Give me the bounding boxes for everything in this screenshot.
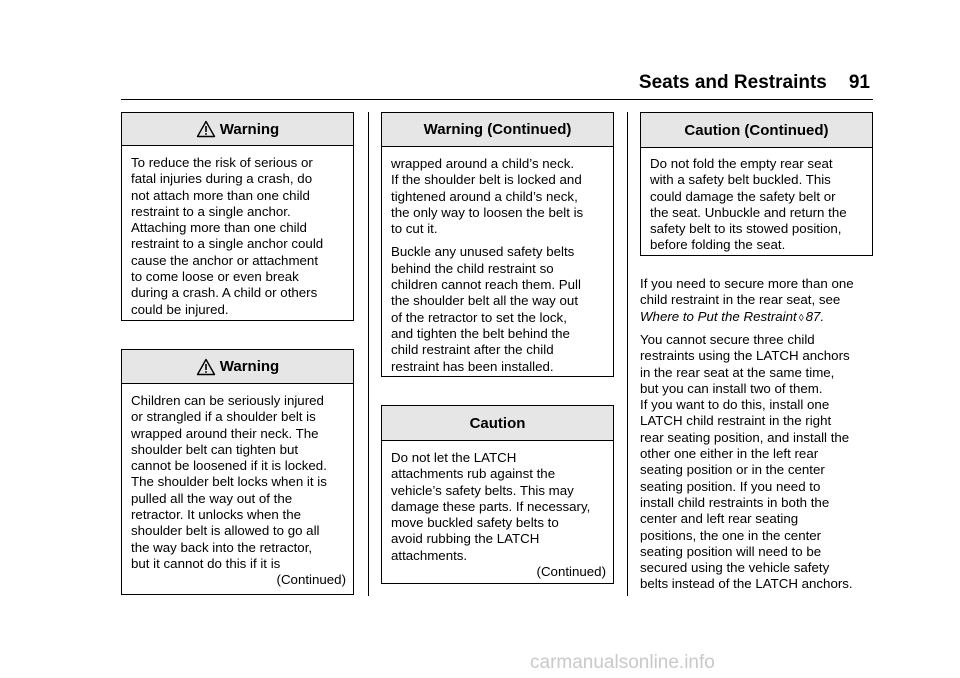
column-divider — [627, 112, 628, 596]
page-reference-number[interactable]: 87 — [805, 308, 821, 324]
page-number: 91 — [848, 72, 870, 93]
caution-box-text: Do not let the LATCH attachments rub against the vehicle’s safety belts. This may damage these parts. If necessary, move buckled safety belts to avoid rubbing the LATCH attachments. — [391, 450, 591, 563]
section-title: Seats and Restraints — [638, 72, 827, 93]
warning-box-title: Warning — [219, 358, 280, 375]
body-paragraph: You cannot secure three child restraints using the LATCH anchors in the rear seat at the same time, but you can install two of them. If you want to do this, install one LATCH child restraint in the right rear seating position, and install the other one either in the left rear seating position or in the center seating position. If you need to install child restraints in both the center and left rear seating positions, the one in the center seating position will need to be secured using the vehicle safety belts instead of the LATCH anchors. — [640, 332, 853, 592]
caution-box — [381, 405, 614, 584]
warning-box-header — [122, 350, 353, 384]
warning-box-text: Children can be seriously injured or strangled if a shoulder belt is wrapped around their neck. The shoulder belt can tighten but cannot be loosened if it is locked. The shoulder belt locks when it is pulled all the way out of the retractor. It unlocks when the shoulder belt is allowed to go all the way back into the retractor, but it cannot do this if it is — [131, 393, 327, 571]
warning-box-header — [382, 113, 613, 147]
warning-box-title: Warning (Continued) — [423, 121, 572, 138]
warning-continued-box — [381, 112, 614, 377]
page-header — [639, 72, 870, 94]
watermark: carmanualsonline.info — [530, 652, 715, 673]
caution-box-title: Caution (Continued) — [684, 121, 829, 139]
warning-box — [121, 112, 354, 321]
warning-box-text: To reduce the risk of serious or fatal injuries during a crash, do not attach more than one child restraint to a single anchor. Attaching more than one child restraint to a single anchor could cause the anchor or attachment to come loose or even break during a crash. A child or others could be injured. — [131, 155, 324, 317]
warning-box-header — [122, 113, 353, 146]
header-divider — [121, 99, 873, 100]
cross-reference-link[interactable]: Where to Put the Restraint — [640, 308, 797, 324]
warning-box-text: Buckle any unused safety belts behind the child restraint so children cannot reach them. Pull the shoulder belt all the way out of the retractor to set the lock, and tighten the belt behind the child restraint after the child restraint has been installed. — [391, 244, 581, 374]
column-divider — [368, 112, 369, 596]
warning-box-text: wrapped around a child’s neck. If the shoulder belt is locked and tightened around a child’s neck, the only way to loosen the belt is to cut it. — [391, 156, 584, 237]
caution-box-title: Caution — [469, 414, 526, 432]
body-paragraph: If you need to secure more than one child restraint in the rear seat, see Where to Put the Restraint ◊ 87. — [640, 276, 854, 324]
caution-box-header — [641, 113, 872, 148]
caution-box-header — [382, 406, 613, 441]
page-reference-icon: ◊ — [798, 312, 804, 324]
continued-label: (Continued) — [536, 564, 606, 580]
warning-icon — [196, 120, 216, 138]
warning-box-title: Warning — [219, 120, 280, 138]
warning-icon — [196, 358, 216, 376]
continued-label: (Continued) — [276, 572, 346, 588]
warning-box — [121, 349, 354, 595]
caution-continued-box — [640, 112, 873, 256]
caution-box-text: Do not fold the empty rear seat with a safety belt buckled. This could damage the safety belt or the seat. Unbuckle and return the safety belt to its stowed position, before folding the seat. — [650, 156, 847, 253]
